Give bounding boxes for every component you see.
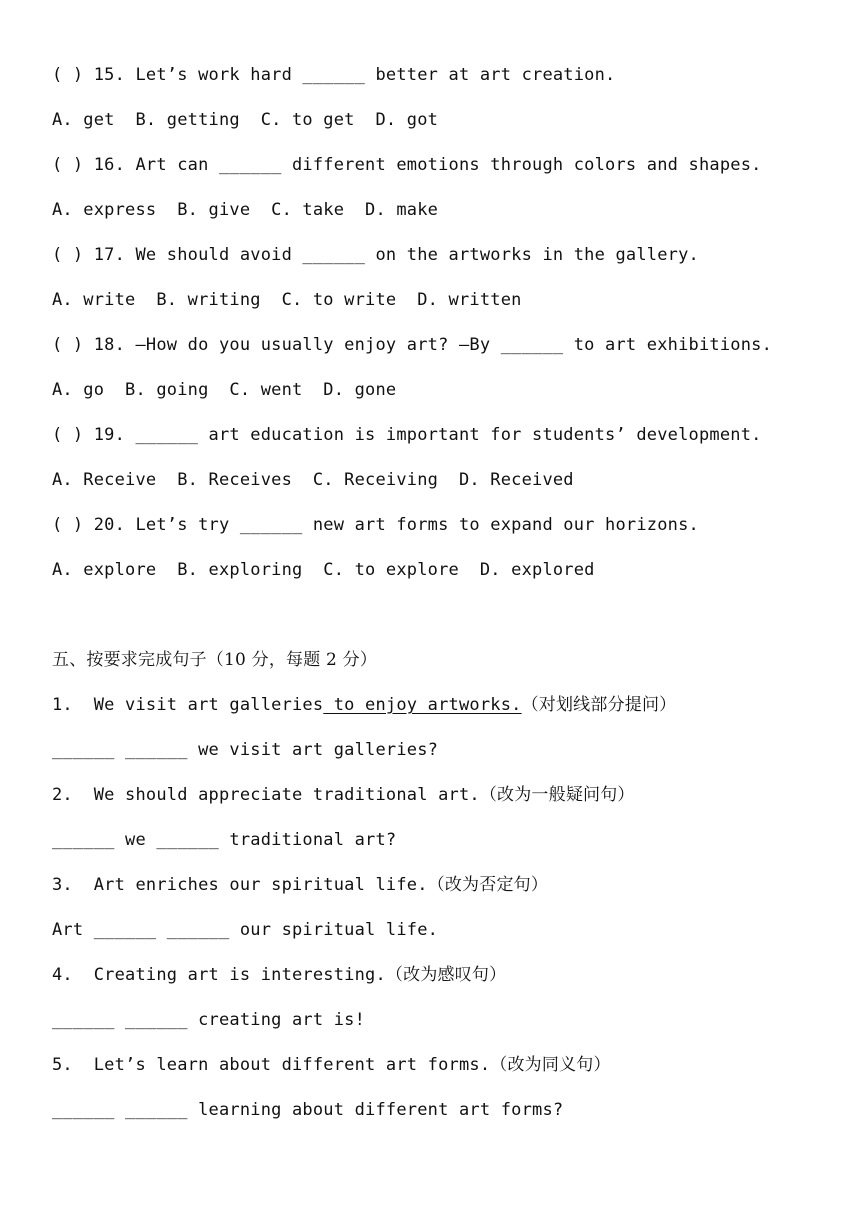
rewrite-item-5: 5. Let’s learn about different art forms.（改为同义句） [52,1055,611,1075]
rewrite-answer-5: ______ ______ learning about different art forms? [52,1100,564,1120]
options-19: A. Receive B. Receives C. Receiving D. Received [52,470,574,490]
options-18: A. go B. going C. went D. gone [52,380,397,400]
rewrite-answer-3: Art ______ ______ our spiritual life. [52,920,439,940]
question-16: ( ) 16. Art can ______ different emotions through colors and shapes. [52,155,762,175]
rewrite-item-1 [52,694,676,716]
underlined-phrase: to enjoy artworks. [323,695,522,715]
rewrite-answer-2: ______ we ______ traditional art? [52,830,397,850]
rewrite-item-1-instruction: （对划线部分提问） [521,695,677,715]
options-16: A. express B. give C. take D. make [52,200,439,220]
question-15: ( ) 15. Let’s work hard ______ better at art creation. [52,65,616,85]
options-20: A. explore B. exploring C. to explore D. explored [52,560,595,580]
options-15: A. get B. getting C. to get D. got [52,110,439,130]
rewrite-answer-1: ______ ______ we visit art galleries? [52,740,439,760]
question-17: ( ) 17. We should avoid ______ on the artworks in the gallery. [52,245,699,265]
section-heading: 五、按要求完成句子（10 分，每题 2 分） [52,650,378,670]
rewrite-item-4: 4. Creating art is interesting.（改为感叹句） [52,965,507,985]
question-19: ( ) 19. ______ art education is important for students’ development. [52,425,762,445]
question-18: ( ) 18. —How do you usually enjoy art? —By ______ to art exhibitions. [52,335,773,355]
question-20: ( ) 20. Let’s try ______ new art forms to expand our horizons. [52,515,699,535]
rewrite-item-1-text: 1. We visit art galleries [52,695,324,715]
rewrite-item-2: 2. We should appreciate traditional art.（改为一般疑问句） [52,785,635,805]
rewrite-item-3: 3. Art enriches our spiritual life.（改为否定句） [52,875,549,895]
options-17: A. write B. writing C. to write D. written [52,290,522,310]
rewrite-answer-4: ______ ______ creating art is! [52,1010,366,1030]
